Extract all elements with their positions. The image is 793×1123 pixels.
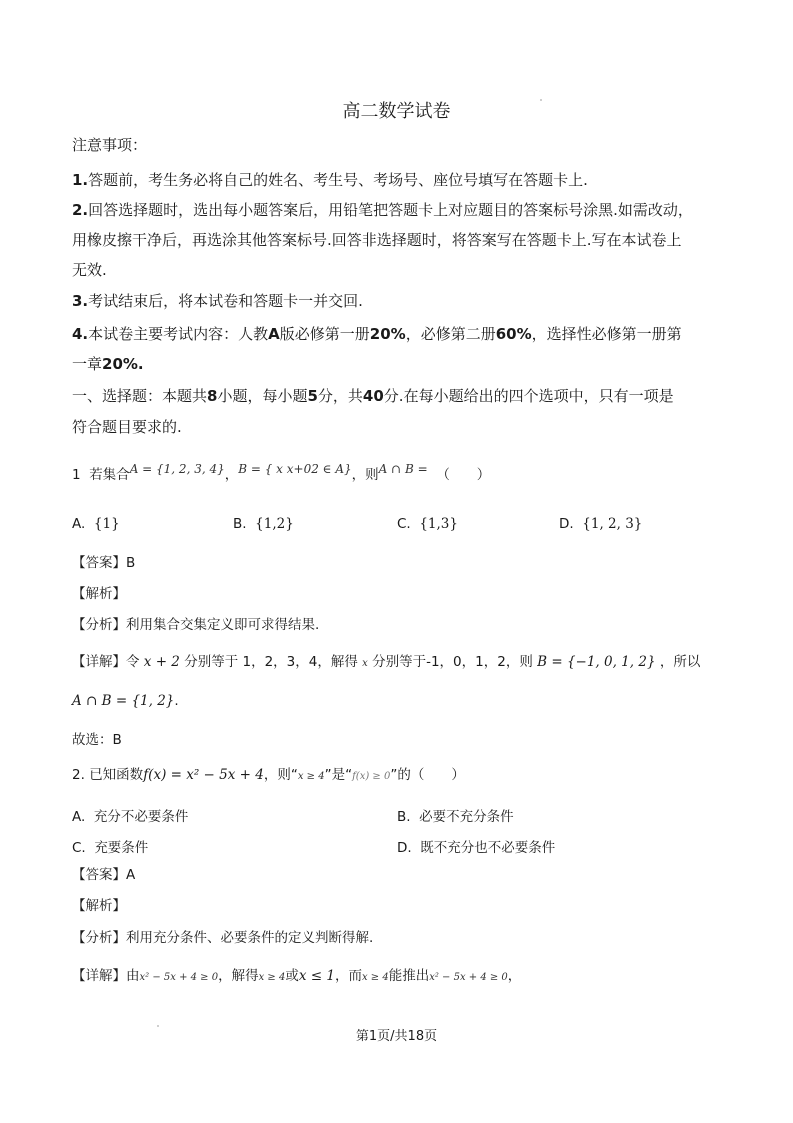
answer-tag: 【答案】 [72, 867, 126, 883]
option-value: 充要条件 [94, 840, 149, 856]
q2-option-d [397, 836, 555, 856]
item-number: 2. [72, 201, 89, 219]
item-number: 4. [72, 325, 89, 343]
q2-stem-text: ，则“ [263, 767, 298, 783]
q2-answer [72, 866, 135, 884]
option-label: C. [72, 840, 86, 856]
q1-detail-line-2 [72, 692, 179, 710]
detail-text: 能推出 [388, 968, 430, 984]
fenxi-text: 利用集合交集定义即可求得结果. [126, 617, 320, 633]
notice-item-2-line-3: 无效. [72, 261, 107, 279]
option-label: A. [72, 809, 86, 825]
q2-stem-text: ”的（ ） [390, 767, 465, 783]
detail-math: A ∩ B = {1, 2} [72, 693, 175, 709]
item-text-bold: 20% [369, 325, 406, 343]
page-footer: 第1页/共18页 [355, 1029, 438, 1044]
item-number: 3. [72, 292, 89, 310]
section-heading-line-1 [72, 386, 674, 406]
detail-text: 分别等于 1，2，3，4，解得 [184, 654, 358, 670]
item-text-bold: 60% [495, 325, 532, 343]
fenxi-text: 利用充分条件、必要条件的定义判断得解. [126, 930, 374, 946]
q1-conclusion: 故选：B [72, 732, 122, 748]
notice-item-3 [72, 291, 363, 311]
detail-tag: 【详解】 [72, 654, 126, 670]
item-text: 本试卷主要考试内容：人教 [88, 325, 269, 343]
q1-set-b: B = { x x+02 ∈ A} [238, 462, 352, 476]
q2-stem [72, 766, 465, 786]
notice-item-4-line-2 [72, 354, 144, 374]
section-number: 40 [362, 387, 384, 405]
q1-ask: A ∩ B = [378, 462, 428, 476]
q1-stem-text-2: ，则 [351, 467, 379, 483]
q1-stem-text: 若集合 [89, 467, 130, 483]
item-text: 一章 [72, 355, 103, 373]
q2-stem-text: ”是“ [324, 767, 353, 783]
q1-detail-line-1 [72, 653, 700, 673]
detail-math: B = {−1, 0, 1, 2} [537, 654, 656, 670]
item-text-bold: 20%. [102, 355, 144, 373]
item-text: 考试结束后，将本试卷和答题卡一并交回. [88, 292, 363, 310]
answer-tag: 【答案】 [72, 555, 126, 571]
q1-answer [72, 554, 135, 572]
detail-text: 由 [126, 968, 140, 984]
q1-fenxi [72, 616, 319, 634]
section-text: 分，共 [317, 387, 363, 405]
option-label: B. [233, 516, 247, 532]
q1-option-d [559, 516, 642, 532]
notice-heading: 注意事项： [72, 136, 148, 154]
section-text: 分.在每小题给出的四个选项中，只有一项是 [383, 387, 674, 405]
item-text: 答题前，考生务必将自己的姓名、考生号、考场号、座位号填写在答题卡上. [88, 171, 588, 189]
detail-text: 或 [285, 968, 299, 984]
detail-math: x ≥ 4 [258, 972, 286, 983]
q2-option-b [397, 805, 514, 825]
section-heading-line-2: 符合题目要求的. [72, 418, 182, 436]
option-label: D. [397, 840, 412, 856]
detail-text: ，而 [334, 968, 362, 984]
detail-text: . [174, 693, 179, 709]
option-label: D. [559, 516, 574, 532]
q1-paren: （ ） [436, 467, 491, 483]
q2-option-a [72, 805, 188, 825]
option-value: {1,3} [419, 516, 458, 532]
detail-text: ，所以 [659, 654, 701, 670]
answer-value: B [126, 555, 136, 571]
notice-item-1 [72, 170, 588, 190]
detail-text: 令 [126, 654, 140, 670]
section-text: 小题，每小题 [217, 387, 308, 405]
detail-text: ，解得 [218, 968, 259, 984]
q2-function: f(x) = x² − 5x + 4 [143, 767, 264, 783]
q2-analysis-tag: 【解析】 [72, 898, 126, 914]
q1-comma: ， [224, 467, 239, 483]
fenxi-tag: 【分析】 [72, 617, 126, 633]
q2-stem-text: 已知函数 [89, 767, 144, 783]
option-value: 充分不必要条件 [93, 809, 189, 825]
item-text: 回答选择题时，选出每小题答案后，用铅笔把答题卡上对应题目的答案标号涂黑.如需改动， [88, 201, 693, 219]
detail-tag: 【详解】 [72, 968, 126, 984]
q1-stem [72, 462, 491, 484]
q2-cond-2: f(x) ≥ 0 [352, 771, 391, 782]
q2-fenxi [72, 929, 373, 947]
section-text: 一、选择题：本题共 [72, 387, 208, 405]
scan-speck [157, 1025, 159, 1027]
q2-detail-line-1 [72, 967, 521, 987]
q1-option-a [72, 516, 120, 532]
q2-number: 2. [72, 767, 85, 783]
answer-value: A [126, 867, 136, 883]
option-value: {1,2} [255, 516, 294, 532]
notice-item-2-line-2: 用橡皮擦干净后，再选涂其他答案标号.回答非选择题时，将答案写在答题卡上.写在本试卷上 [72, 231, 682, 249]
notice-item-4-line-1 [72, 324, 682, 344]
detail-math: x² − 5x + 4 ≥ 0 [429, 972, 508, 983]
q1-analysis-tag: 【解析】 [72, 586, 126, 602]
option-label: C. [397, 516, 411, 532]
detail-math: x [362, 658, 368, 669]
detail-text: 分别等于-1，0，1，2，则 [372, 654, 533, 670]
q1-set-a: A = {1, 2, 3, 4} [129, 462, 225, 476]
notice-item-2-line-1 [72, 200, 693, 220]
option-value: 既不充分也不必要条件 [420, 840, 556, 856]
page-title: 高二数学试卷 [342, 101, 451, 122]
fenxi-tag: 【分析】 [72, 930, 126, 946]
item-number: 1. [72, 171, 89, 189]
option-value: {1} [93, 516, 120, 532]
detail-text: ， [507, 968, 522, 984]
option-label: B. [397, 809, 411, 825]
option-value: {1, 2, 3} [582, 516, 643, 532]
q1-number: 1 [72, 467, 81, 483]
q2-option-c [72, 836, 148, 856]
detail-math: x² − 5x + 4 ≥ 0 [139, 972, 219, 983]
detail-math: x ≤ 1 [298, 968, 335, 984]
item-text-bold: A [268, 325, 280, 343]
item-text: ，必修第二册 [405, 325, 496, 343]
item-text: ，选择性必修第一册第 [531, 325, 682, 343]
q1-option-b [233, 516, 294, 532]
section-number: 5 [307, 387, 318, 405]
q1-option-c [397, 516, 458, 532]
section-number: 8 [207, 387, 218, 405]
option-value: 必要不充分条件 [419, 809, 514, 825]
detail-math: x ≥ 4 [361, 972, 389, 983]
detail-math: x + 2 [143, 654, 180, 670]
item-text: 版必修第一册 [279, 325, 370, 343]
q2-cond-1: x ≥ 4 [297, 771, 325, 782]
scan-speck [540, 99, 542, 101]
option-label: A. [72, 516, 86, 532]
